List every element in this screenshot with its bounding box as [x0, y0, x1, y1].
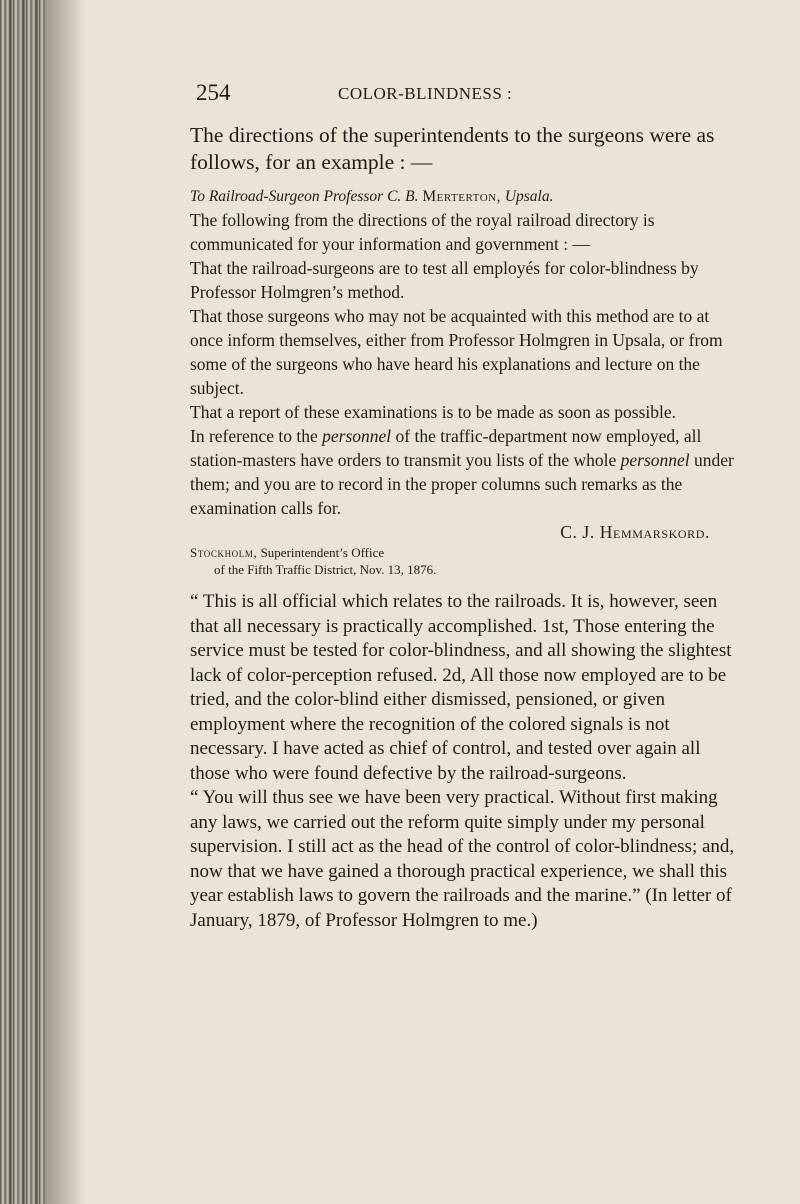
page-number: 254: [196, 80, 231, 105]
signature-office-name: Superintendent’s Office: [260, 545, 385, 560]
italic-term: personnel: [620, 450, 690, 470]
text-run: of the traffic-department now employed, all station-masters have orders to transmit you lists of the whole: [190, 426, 702, 470]
intro-paragraph: The directions of the superintendents to the surgeons were as follows, for an example : —: [190, 123, 715, 174]
text-run: In reference to the: [190, 426, 323, 446]
address-name: Merterton,: [422, 188, 501, 205]
signature: C. J. Hemmarskord.: [560, 522, 710, 542]
memo-paragraph: The following from the directions of the royal railroad directory is communicated for your information and government : —: [190, 210, 655, 254]
quote-paragraph: “ This is all official which relates to the railroads. It is, however, seen that all necessary is practically accomplished. 1st, Those entering the service must be tested for color-blindness, and all showing the slightest lack of color-perception refused. 2d, All those now employed are to be tried, and the color-blind either dismissed, pensioned, or given employment where the recognition of the colored signals is not necessary. I have acted as chief of control, and tested over again all those who were found defective by the railroad-surgeons.: [190, 591, 732, 784]
memo-body: [190, 208, 740, 520]
quoted-letter: [190, 590, 740, 933]
address-prefix: To Railroad-Surgeon Professor C. B.: [190, 188, 419, 205]
gutter-shadow: [46, 0, 86, 1204]
page-header: [190, 80, 740, 110]
memo-paragraph: That those surgeons who may not be acquainted with this method are to at once inform themselves, either from Professor Holmgren in Upsala, or from some of the surgeons who have heard his explanations and lecture on the subject.: [190, 306, 723, 398]
address-place: Upsala.: [504, 188, 554, 205]
signature-city: Stockholm,: [190, 545, 258, 560]
memo-paragraph: That the railroad-surgeons are to test all employés for color-blindness by Professor Holmgren’s method.: [190, 258, 699, 302]
signature-district: of the Fifth Traffic District, Nov. 13, 1876.: [214, 562, 437, 577]
memo-paragraph: That a report of these examinations is to be made as soon as possible.: [190, 402, 676, 422]
quote-paragraph: “ You will thus see we have been very practical. Without first making any laws, we carried out the reform quite simply under my personal supervision. I still act as the head of the control of color-blindness; and, now that we have gained a thorough practical experience, we shall this year establish laws to govern the railroads and the marine.” (In letter of January, 1879, of Professor Holmgren to me.): [190, 787, 735, 931]
book-page: [190, 80, 740, 933]
signature-office: [190, 544, 740, 561]
memo-address: [190, 186, 740, 208]
memo-paragraph: [190, 424, 740, 520]
text-run: under them; and you are to record in the proper columns such remarks as the examination calls for.: [190, 450, 734, 518]
italic-term: personnel: [322, 426, 392, 446]
running-title: COLOR-BLINDNESS :: [338, 84, 513, 103]
book-binding-edge: [0, 0, 46, 1204]
